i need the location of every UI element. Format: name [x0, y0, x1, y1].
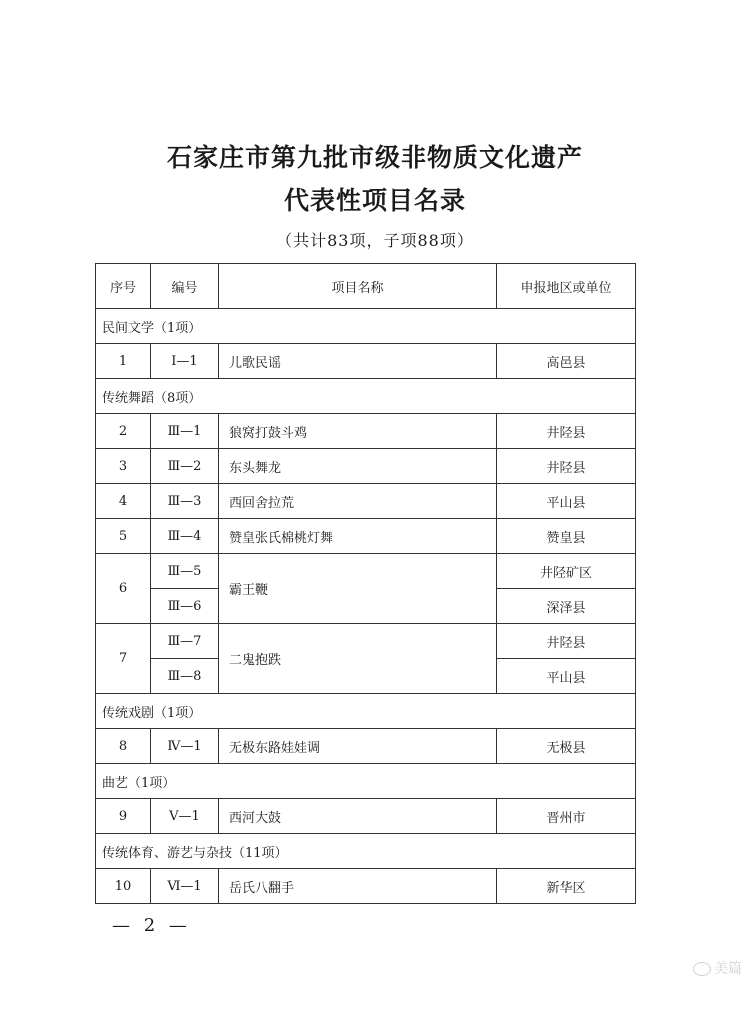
row-region: 井陉县: [497, 624, 636, 659]
row-seq: 5: [96, 519, 151, 554]
row-region: 井陉矿区: [497, 554, 636, 589]
table-row: [96, 414, 636, 449]
table-row: [96, 869, 636, 904]
row-seq: 8: [96, 729, 151, 764]
category-row: [96, 834, 636, 869]
row-region: 平山县: [497, 659, 636, 694]
row-seq: 9: [96, 799, 151, 834]
header-seq: 序号: [96, 264, 151, 309]
table-row: [96, 554, 636, 589]
page-number: — 2 —: [112, 915, 191, 936]
document-subtitle: （共计83项，子项88项）: [276, 231, 474, 250]
table-header-row: [96, 264, 636, 309]
row-region: 井陉县: [497, 414, 636, 449]
row-name: 儿歌民谣: [219, 344, 497, 379]
table-row: [96, 799, 636, 834]
row-name: 狼窝打鼓斗鸡: [219, 414, 497, 449]
row-seq: 2: [96, 414, 151, 449]
category-label: 曲艺（1项）: [96, 764, 636, 799]
row-code: Ⅲ—5: [151, 554, 219, 589]
row-code: Ⅲ—4: [151, 519, 219, 554]
category-row: [96, 309, 636, 344]
row-code: Ⅳ—1: [151, 729, 219, 764]
heritage-list-table: [95, 263, 636, 904]
row-code: Ⅲ—8: [151, 659, 219, 694]
row-name: 东头舞龙: [219, 449, 497, 484]
meipian-logo-icon: [693, 962, 711, 976]
row-name: 二鬼抱跌: [219, 624, 497, 694]
row-region: 井陉县: [497, 449, 636, 484]
row-code: Ⅲ—6: [151, 589, 219, 624]
row-code: Ⅲ—7: [151, 624, 219, 659]
row-name: 无极东路娃娃调: [219, 729, 497, 764]
table-row: [96, 484, 636, 519]
row-name: 霸王鞭: [219, 554, 497, 624]
row-name: 赞皇张氏棉桃灯舞: [219, 519, 497, 554]
row-code: Ⅲ—2: [151, 449, 219, 484]
table-row: [96, 624, 636, 659]
row-seq: 1: [96, 344, 151, 379]
watermark-text: 美篇: [714, 961, 742, 977]
row-seq: 3: [96, 449, 151, 484]
row-region: 高邑县: [497, 344, 636, 379]
row-seq: 4: [96, 484, 151, 519]
table-row: [96, 729, 636, 764]
row-name: 岳氏八翻手: [219, 869, 497, 904]
header-region: 申报地区或单位: [497, 264, 636, 309]
row-region: 平山县: [497, 484, 636, 519]
row-region: 新华区: [497, 869, 636, 904]
category-row: [96, 764, 636, 799]
category-row: [96, 379, 636, 414]
header-name: 项目名称: [219, 264, 497, 309]
row-code: Ⅲ—1: [151, 414, 219, 449]
row-region: 深泽县: [497, 589, 636, 624]
row-region: 晋州市: [497, 799, 636, 834]
row-code: Ⅲ—3: [151, 484, 219, 519]
row-name: 西回舍拉荒: [219, 484, 497, 519]
category-label: 传统戏剧（1项）: [96, 694, 636, 729]
table-row: [96, 344, 636, 379]
document-title-line2: 代表性项目名录: [283, 186, 466, 215]
row-code: Ⅰ—1: [151, 344, 219, 379]
document-title-line1: 石家庄市第九批市级非物质文化遗产: [166, 143, 583, 172]
category-label: 传统体育、游艺与杂技（11项）: [96, 834, 636, 869]
row-seq: 7: [96, 624, 151, 694]
category-label: 民间文学（1项）: [96, 309, 636, 344]
watermark: [693, 958, 742, 978]
row-seq: 10: [96, 869, 151, 904]
row-code: Ⅴ—1: [151, 799, 219, 834]
row-region: 赞皇县: [497, 519, 636, 554]
table-row: [96, 449, 636, 484]
row-code: Ⅵ—1: [151, 869, 219, 904]
header-code: 编号: [151, 264, 219, 309]
category-label: 传统舞蹈（8项）: [96, 379, 636, 414]
row-seq: 6: [96, 554, 151, 624]
row-region: 无极县: [497, 729, 636, 764]
table-row: [96, 519, 636, 554]
row-name: 西河大鼓: [219, 799, 497, 834]
category-row: [96, 694, 636, 729]
